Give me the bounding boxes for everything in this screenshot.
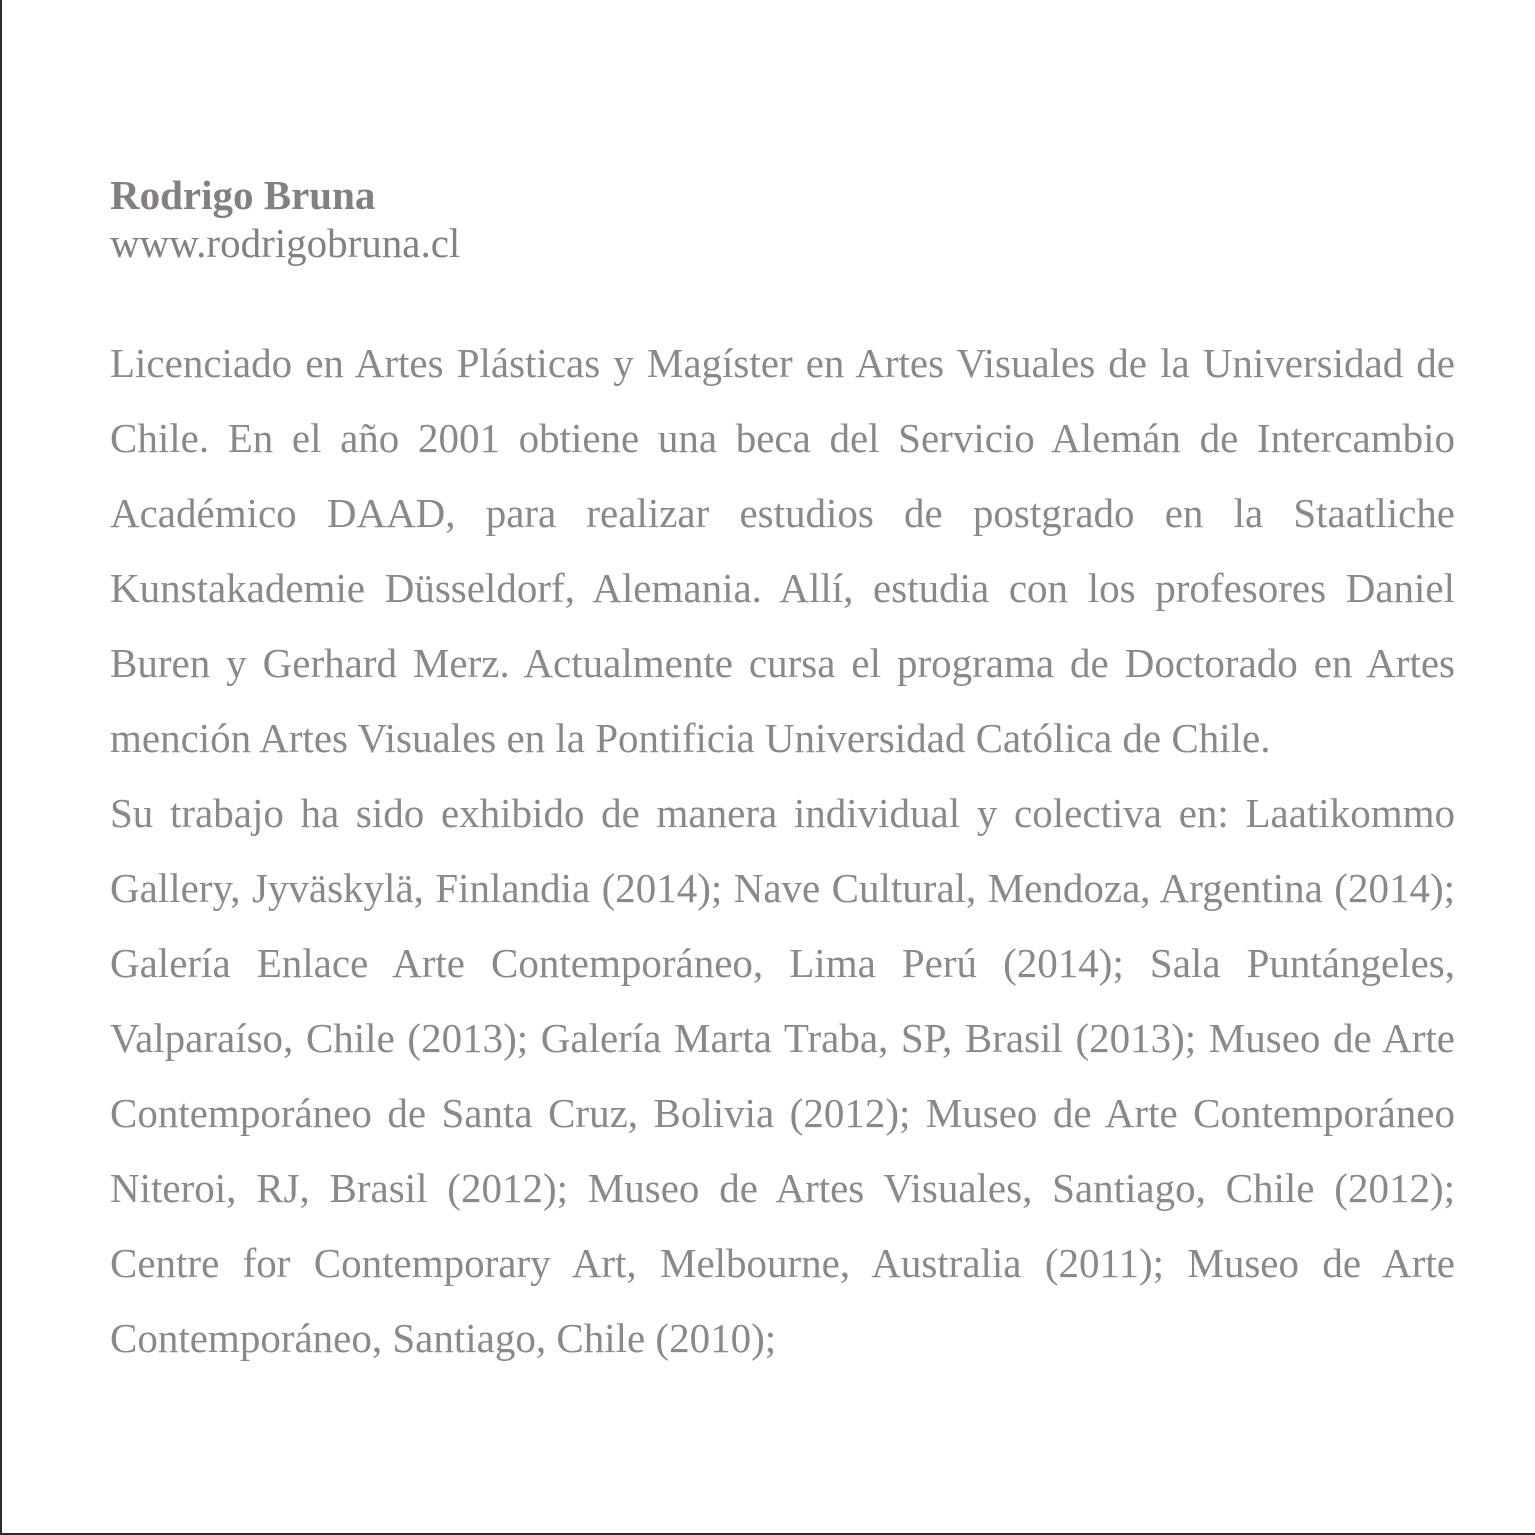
biography bbox=[110, 326, 1455, 1376]
author-block bbox=[110, 170, 1010, 266]
author-name: Rodrigo Bruna bbox=[110, 172, 376, 218]
author-website: www.rodrigobruna.cl bbox=[110, 220, 461, 266]
bio-paragraph-education: Licenciado en Artes Plásticas y Magíster en Artes Visuales de la Universidad de Chile. En el año 2001 obtiene una beca del Servicio Alemán de Intercambio Académico DAAD, para realizar estudios de postgrado en la Staatliche Kunstakademie Düsseldorf, Alemania. Allí, estudia con los profesores Daniel Buren y Gerhard Merz. Actualmente cursa el programa de Doctorado en Artes mención Artes Visuales en la Pontificia Universidad Católica de Chile. bbox=[110, 340, 1455, 761]
bio-paragraph-exhibitions: Su trabajo ha sido exhibido de manera individual y colectiva en: Laatikommo Gallery, Jyväskylä, Finlandia (2014); Nave Cultural, Mendoza, Argentina (2014); Galería Enlace Arte Contemporáneo, Lima Perú (2014); Sala Puntángeles, Valparaíso, Chile (2013); Galería Marta Traba, SP, Brasil (2013); Museo de Arte Contemporáneo de Santa Cruz, Bolivia (2012); Museo de Arte Contemporáneo Niteroi, RJ, Brasil (2012); Museo de Artes Visuales, Santiago, Chile (2012); Centre for Contemporary Art, Melbourne, Australia (2011); Museo de Arte Contemporáneo, Santiago, Chile (2010); bbox=[110, 790, 1455, 1361]
